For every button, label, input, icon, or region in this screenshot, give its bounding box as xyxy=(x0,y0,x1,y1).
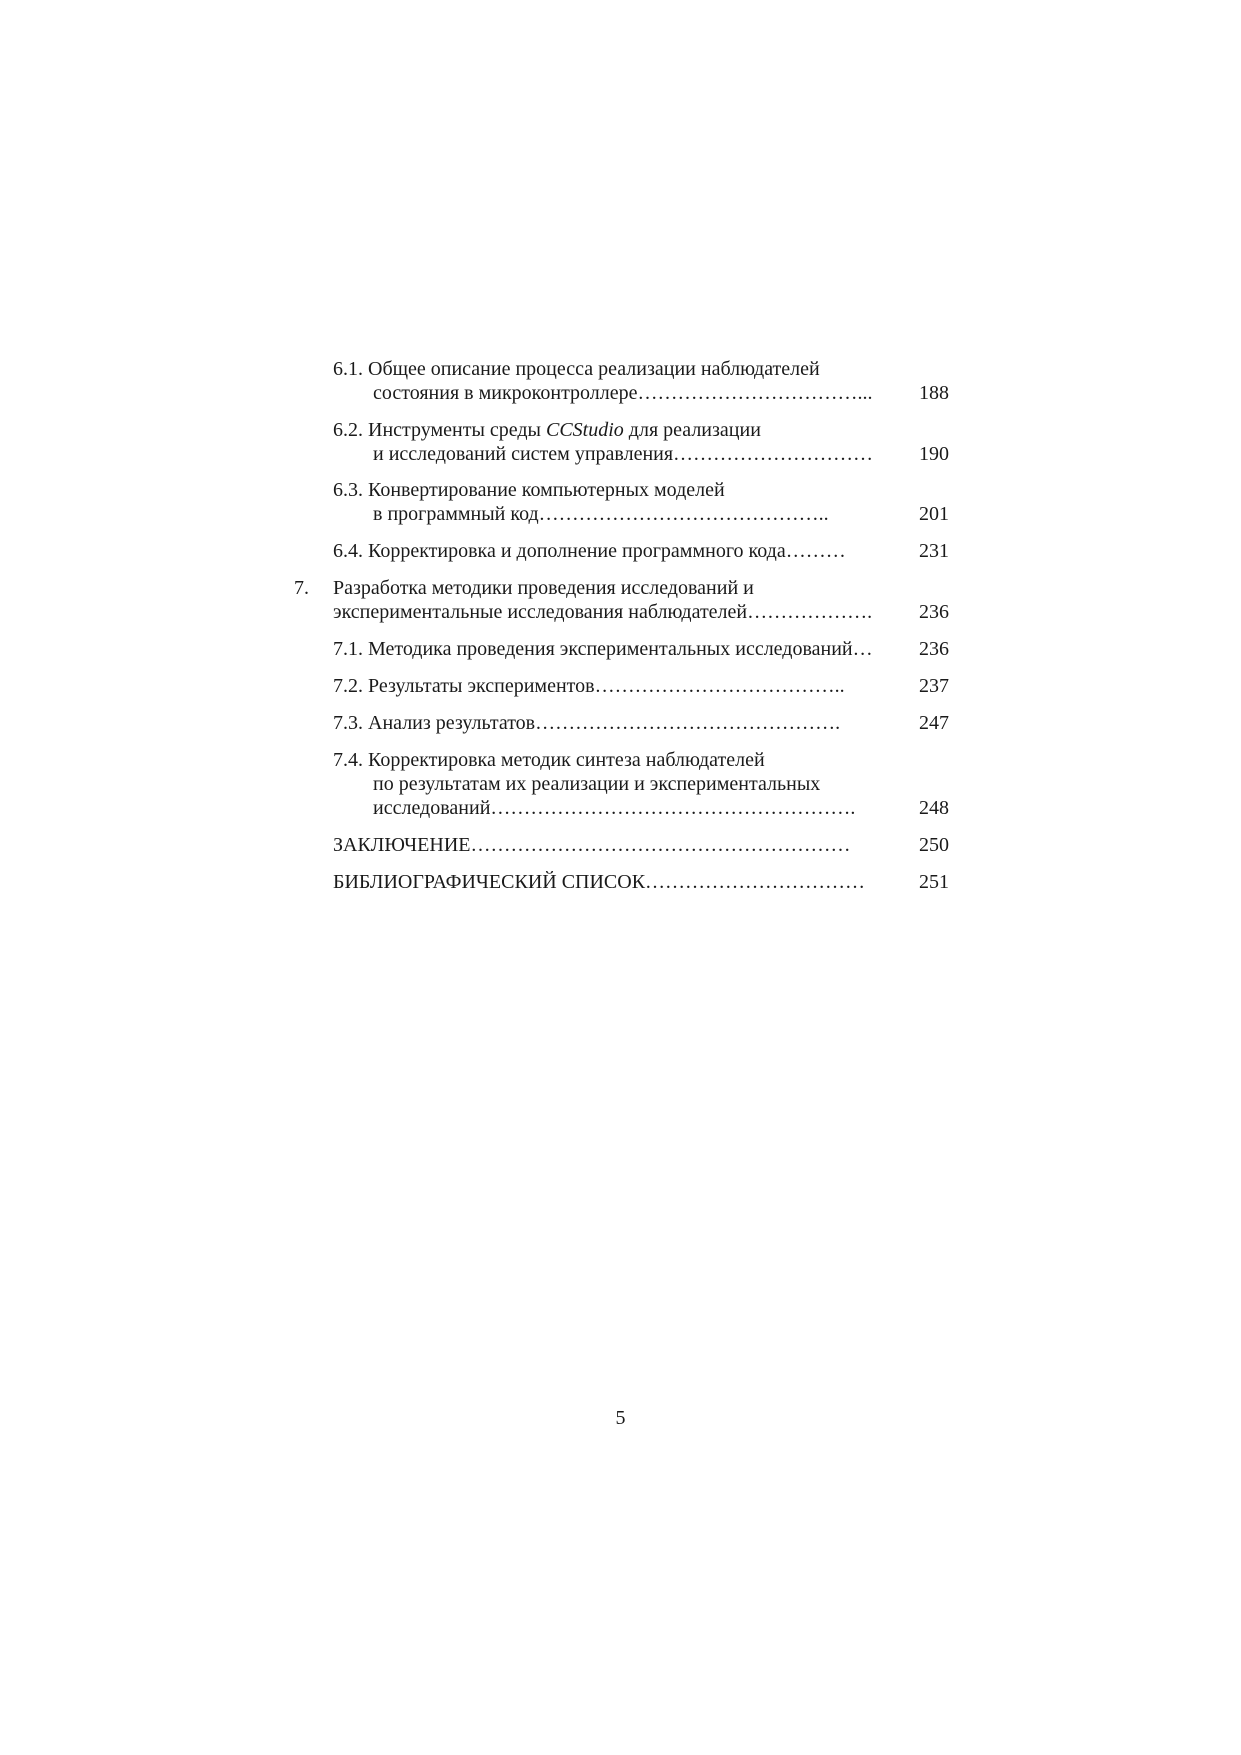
toc-entry-6-2-text-b: для реализации xyxy=(623,419,761,441)
toc-entry-6-2-page: 190 xyxy=(919,443,949,465)
toc-entry-conclusion: ЗАКЛЮЧЕНИЕ………………………………………………… xyxy=(333,834,851,856)
toc-chapter-7-line2: экспериментальные исследования наблюдателей………………. xyxy=(333,601,873,623)
toc-entry-7-4-line3: исследований………………………………………………. xyxy=(373,797,856,819)
toc-entry-6-2-ccstudio: CCStudio xyxy=(546,419,624,441)
toc-entry-7-3-line1: 7.3. Анализ результатов………………………………………. xyxy=(333,712,841,734)
toc-entry-6-3-line1: 6.3. Конвертирование компьютерных моделей xyxy=(333,479,725,501)
toc-entry-6-1-line1: 6.1. Общее описание процесса реализации наблюдателей xyxy=(333,358,820,380)
toc-entry-7-1-page: 236 xyxy=(919,638,949,660)
toc-entry-7-4-line2: по результатам их реализации и экспериментальных xyxy=(373,773,821,795)
toc-entry-6-2-line1 xyxy=(333,418,761,442)
toc-entry-6-2-text-a: 6.2. Инструменты среды xyxy=(333,419,546,441)
toc-entry-7-4-line1: 7.4. Корректировка методик синтеза наблюдателей xyxy=(333,749,765,771)
toc-entry-6-4-line1: 6.4. Корректировка и дополнение программного кода……… xyxy=(333,540,846,562)
toc-entry-6-3-line2: в программный код…………………………………….. xyxy=(373,503,829,525)
toc-entry-7-1-line1: 7.1. Методика проведения экспериментальных исследований… xyxy=(333,638,873,660)
toc-entry-6-4-page: 231 xyxy=(919,540,949,562)
toc-entry-7-3-page: 247 xyxy=(919,712,949,734)
page-number: 5 xyxy=(615,1407,626,1429)
toc-chapter-7-line1: Разработка методики проведения исследований и xyxy=(333,577,754,599)
toc-chapter-7-page: 236 xyxy=(919,601,949,623)
toc-chapter-7-number: 7. xyxy=(294,577,309,599)
toc-entry-7-2-page: 237 xyxy=(919,675,949,697)
toc-entry-bibliography-page: 251 xyxy=(919,871,949,893)
toc-entry-bibliography: БИБЛИОГРАФИЧЕСКИЙ СПИСОК…………………………… xyxy=(333,871,866,893)
toc-entry-6-3-page: 201 xyxy=(919,503,949,525)
toc-entry-6-1-page: 188 xyxy=(919,382,949,404)
toc-entry-6-1-line2: состояния в микроконтроллере……………………………... xyxy=(373,382,873,404)
toc-entry-7-2-line1: 7.2. Результаты экспериментов……………………………….. xyxy=(333,675,845,697)
toc-entry-7-4-page: 248 xyxy=(919,797,949,819)
toc-entry-conclusion-page: 250 xyxy=(919,834,949,856)
toc-entry-6-2-line2: и исследований систем управления………………………… xyxy=(373,443,874,465)
